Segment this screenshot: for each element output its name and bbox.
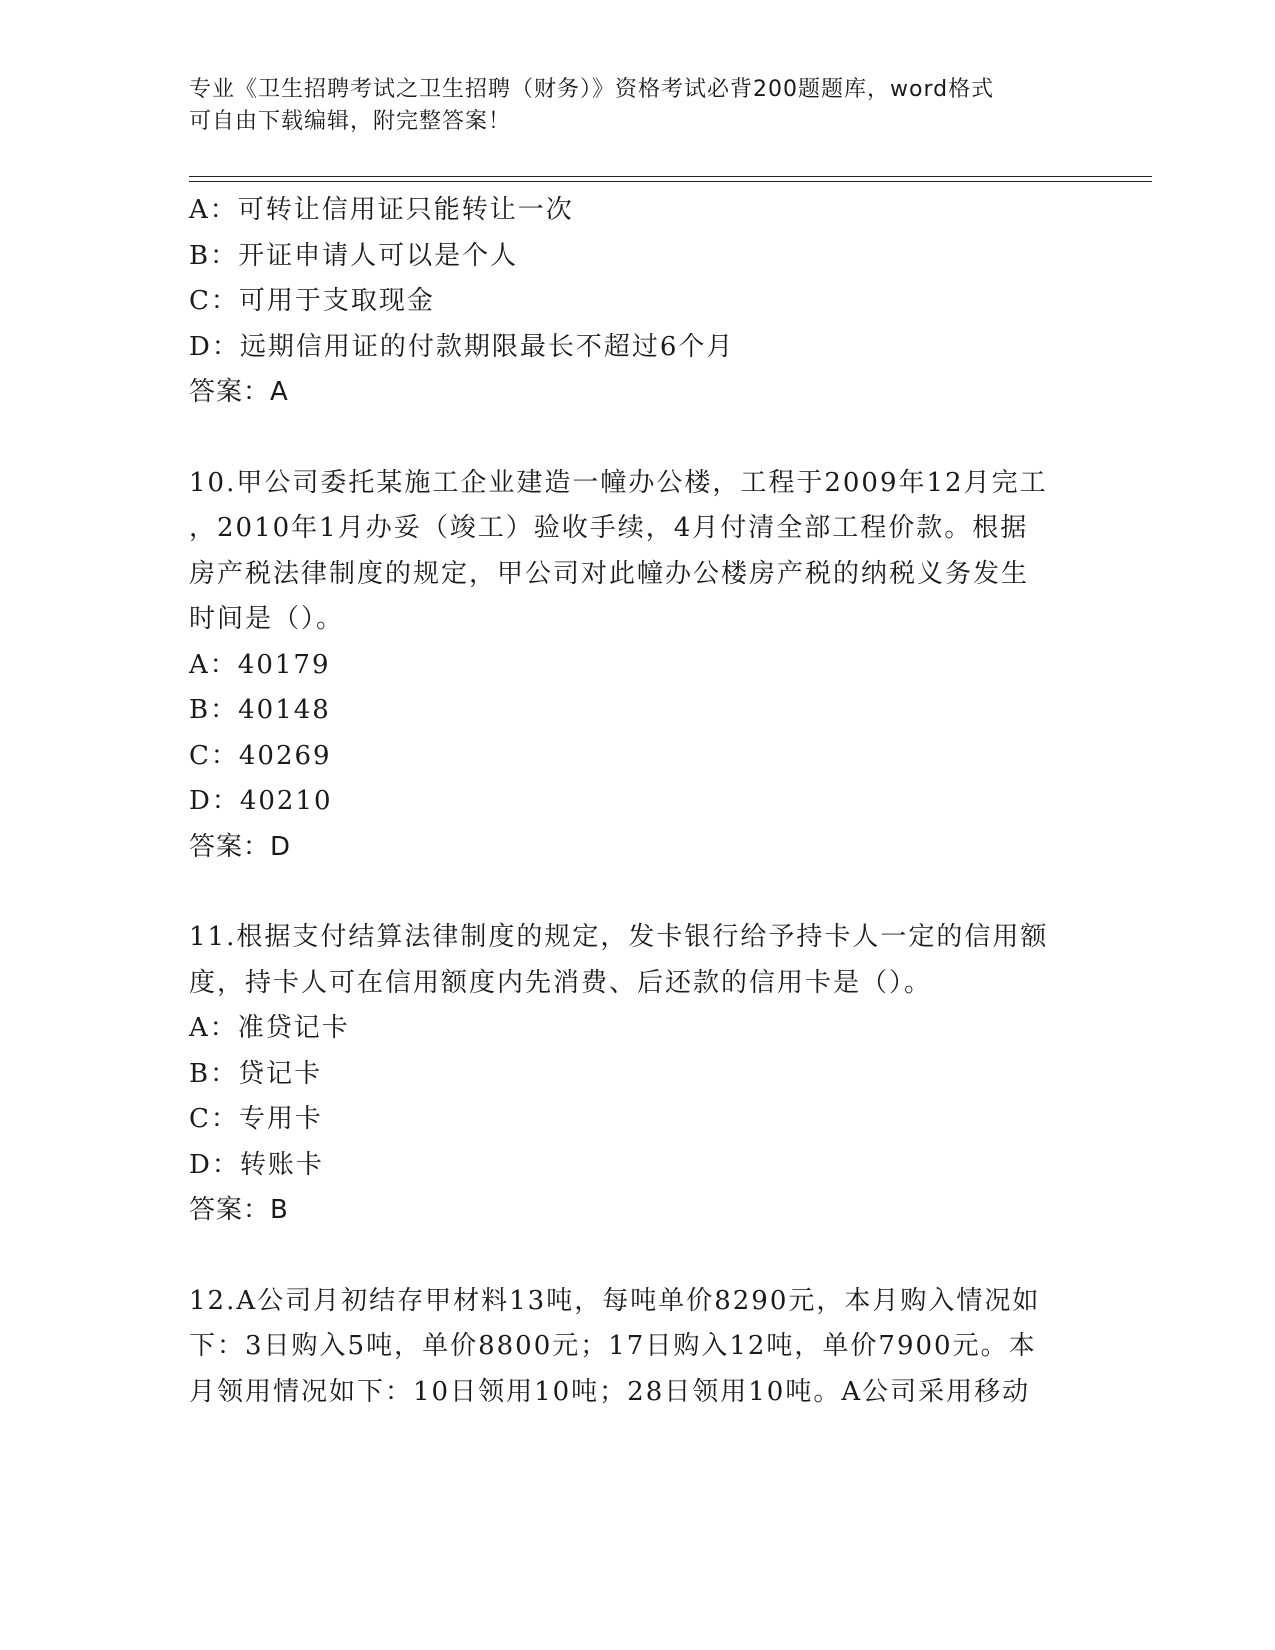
option-b: B：贷记卡 [189,1058,323,1089]
document-header [189,74,1069,138]
option-c: C：专用卡 [189,1104,323,1134]
answer-line: 答案：B [189,1195,289,1225]
question-stem-line: 时间是（）。 [189,604,345,634]
option-a: A：可转让信用证只能转让一次 [189,195,574,225]
option-d: D：40210 [189,786,333,816]
question-content [189,188,1089,1415]
option-c: C：可用于支取现金 [189,286,435,316]
header-line-2: 可自由下载编辑，附完整答案！ [189,109,512,134]
question-stem-line: 12.A公司月初结存甲材料13吨，每吨单价8290元，本月购入情况如 [189,1285,1041,1316]
question-stem-line: ，2010年1月办妥（竣工）验收手续，4月付清全部工程价款。根据 [189,513,1029,543]
answer-line: 答案：D [189,831,292,862]
question-stem-line: 月领用情况如下：10日领用10吨；28日领用10吨。A公司采用移动 [189,1376,1031,1407]
question-10 [189,461,1089,871]
header-divider-bottom [189,181,1152,182]
question-stem-line: 度，持卡人可在信用额度内先消费、后还款的信用卡是（）。 [189,967,933,998]
option-a: A：40179 [189,649,331,680]
answer-line: 答案：A [189,377,289,407]
header-divider-top [189,176,1152,177]
question-stem-line: 下：3日购入5吨，单价8800元；17日购入12吨，单价7900元。本 [189,1331,1037,1361]
question-12 [189,1279,1089,1416]
header-line-1: 专业《卫生招聘考试之卫生招聘（财务）》资格考试必背200题题库，word格式 [189,77,995,102]
question-stem-line: 房产税法律制度的规定，甲公司对此幢办公楼房产税的纳税义务发生 [189,558,1030,589]
option-b: B：40148 [189,695,331,725]
option-d: D：远期信用证的付款期限最长不超过6个月 [189,331,735,362]
question-9 [189,188,1089,416]
question-stem-line: 11.根据支付结算法律制度的规定，发卡银行给予持卡人一定的信用额 [189,922,1049,952]
option-a: A：准贷记卡 [189,1013,350,1043]
question-stem-line: 10.甲公司委托某施工企业建造一幢办公楼，工程于2009年12月完工 [189,467,1048,498]
option-c: C：40269 [189,740,332,771]
question-11 [189,915,1089,1234]
option-d: D：转账卡 [189,1149,324,1180]
option-b: B：开证申请人可以是个人 [189,240,519,271]
